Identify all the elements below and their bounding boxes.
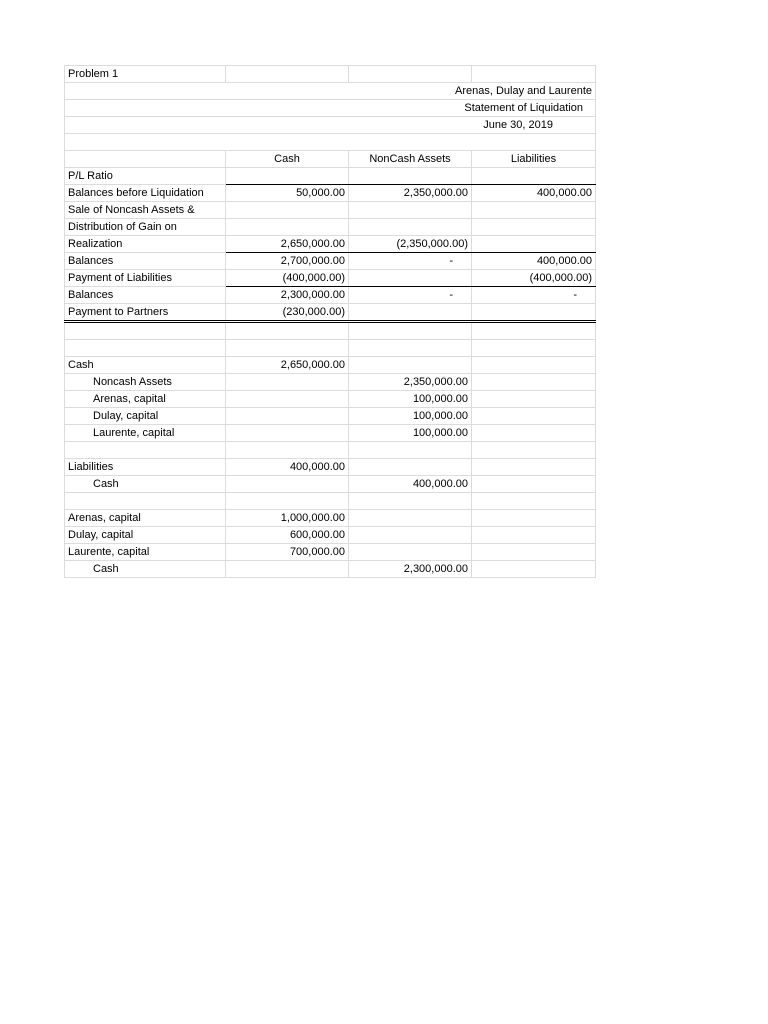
journal-row bbox=[65, 561, 596, 578]
column-header-noncash[interactable]: NonCash Assets bbox=[349, 151, 472, 168]
sheet-row bbox=[65, 287, 596, 304]
cell[interactable] bbox=[349, 340, 472, 357]
account-name[interactable]: Dulay, capital bbox=[65, 527, 226, 544]
journal-row bbox=[65, 374, 596, 391]
cell[interactable] bbox=[349, 270, 472, 287]
journal-row bbox=[65, 408, 596, 425]
sheet-row bbox=[65, 202, 596, 219]
cell[interactable] bbox=[226, 425, 349, 442]
sheet-row bbox=[65, 442, 596, 459]
debit-amount[interactable]: 1,000,000.00 bbox=[226, 510, 349, 527]
cell[interactable] bbox=[349, 219, 472, 236]
row-label[interactable]: Realization bbox=[65, 236, 226, 253]
journal-row bbox=[65, 544, 596, 561]
column-header-cash[interactable]: Cash bbox=[226, 151, 349, 168]
sheet-row bbox=[65, 66, 596, 83]
amount-cell[interactable]: 2,300,000.00 bbox=[226, 287, 349, 304]
credit-amount[interactable]: 100,000.00 bbox=[349, 425, 472, 442]
amount-cell[interactable]: 400,000.00 bbox=[472, 185, 596, 202]
cell[interactable] bbox=[472, 544, 596, 561]
debit-amount[interactable]: 700,000.00 bbox=[226, 544, 349, 561]
sheet-row bbox=[65, 304, 596, 322]
account-name[interactable]: Cash bbox=[65, 476, 226, 493]
cell[interactable] bbox=[472, 425, 596, 442]
cell[interactable] bbox=[472, 374, 596, 391]
cell[interactable] bbox=[349, 202, 472, 219]
cell[interactable] bbox=[472, 357, 596, 374]
account-name[interactable]: Arenas, capital bbox=[65, 391, 226, 408]
amount-cell[interactable]: 400,000.00 bbox=[472, 253, 596, 270]
sheet-row bbox=[65, 151, 596, 168]
row-label[interactable]: Balances before Liquidation bbox=[65, 185, 226, 202]
amount-cell[interactable]: 50,000.00 bbox=[226, 185, 349, 202]
amount-cell[interactable]: 2,350,000.00 bbox=[349, 185, 472, 202]
journal-row bbox=[65, 527, 596, 544]
account-name[interactable]: Noncash Assets bbox=[65, 374, 226, 391]
cell[interactable] bbox=[349, 66, 472, 83]
problem-label[interactable]: Problem 1 bbox=[65, 66, 226, 83]
cell[interactable] bbox=[472, 527, 596, 544]
journal-row bbox=[65, 357, 596, 374]
amount-cell[interactable]: - bbox=[472, 287, 596, 304]
cell[interactable] bbox=[349, 510, 472, 527]
account-name[interactable]: Cash bbox=[65, 561, 226, 578]
cell[interactable] bbox=[65, 442, 226, 459]
credit-amount[interactable]: 2,350,000.00 bbox=[349, 374, 472, 391]
debit-amount[interactable]: 2,650,000.00 bbox=[226, 357, 349, 374]
sheet-row bbox=[65, 270, 596, 287]
credit-amount[interactable]: 2,300,000.00 bbox=[349, 561, 472, 578]
journal-row bbox=[65, 391, 596, 408]
row-label[interactable]: Balances bbox=[65, 253, 226, 270]
sheet-row bbox=[65, 253, 596, 270]
cell[interactable] bbox=[65, 493, 226, 510]
cell[interactable] bbox=[349, 304, 472, 322]
amount-cell[interactable]: 2,700,000.00 bbox=[226, 253, 349, 270]
cell[interactable] bbox=[226, 66, 349, 83]
account-name[interactable]: Cash bbox=[65, 357, 226, 374]
amount-cell[interactable]: 2,650,000.00 bbox=[226, 236, 349, 253]
cell[interactable] bbox=[472, 391, 596, 408]
cell[interactable] bbox=[472, 408, 596, 425]
cell[interactable] bbox=[349, 544, 472, 561]
credit-amount[interactable]: 100,000.00 bbox=[349, 391, 472, 408]
cell[interactable] bbox=[472, 322, 596, 340]
amount-cell[interactable]: (2,350,000.00) bbox=[349, 236, 472, 253]
sheet-row bbox=[65, 322, 596, 340]
sheet-row bbox=[65, 134, 596, 151]
row-label[interactable]: Sale of Noncash Assets & bbox=[65, 202, 226, 219]
cell[interactable] bbox=[472, 66, 596, 83]
amount-cell[interactable]: (230,000.00) bbox=[226, 304, 349, 322]
cell[interactable] bbox=[349, 493, 472, 510]
company-name[interactable]: Arenas, Dulay and Laurente bbox=[65, 83, 596, 100]
journal-row bbox=[65, 510, 596, 527]
cell[interactable] bbox=[226, 202, 349, 219]
amount-cell[interactable]: - bbox=[349, 287, 472, 304]
cell[interactable] bbox=[65, 340, 226, 357]
account-name[interactable]: Laurente, capital bbox=[65, 425, 226, 442]
cell[interactable] bbox=[349, 527, 472, 544]
cell[interactable] bbox=[226, 391, 349, 408]
sheet-row bbox=[65, 100, 596, 117]
amount-cell[interactable]: (400,000.00) bbox=[226, 270, 349, 287]
debit-amount[interactable]: 600,000.00 bbox=[226, 527, 349, 544]
cell[interactable] bbox=[472, 561, 596, 578]
sheet-row bbox=[65, 236, 596, 253]
row-label[interactable]: Balances bbox=[65, 287, 226, 304]
row-label[interactable]: Payment to Partners bbox=[65, 304, 226, 322]
amount-cell[interactable]: (400,000.00) bbox=[472, 270, 596, 287]
sheet-row bbox=[65, 168, 596, 185]
account-name[interactable]: Liabilities bbox=[65, 459, 226, 476]
sheet-row bbox=[65, 185, 596, 202]
cell[interactable] bbox=[349, 459, 472, 476]
journal-row bbox=[65, 425, 596, 442]
sheet-row bbox=[65, 83, 596, 100]
row-label[interactable]: P/L Ratio bbox=[65, 168, 226, 185]
cell[interactable] bbox=[472, 476, 596, 493]
account-name[interactable]: Dulay, capital bbox=[65, 408, 226, 425]
account-name[interactable]: Arenas, capital bbox=[65, 510, 226, 527]
cell[interactable] bbox=[65, 151, 226, 168]
cell[interactable] bbox=[226, 476, 349, 493]
cell[interactable] bbox=[226, 561, 349, 578]
cell[interactable] bbox=[472, 219, 596, 236]
row-label[interactable]: Payment of Liabilities bbox=[65, 270, 226, 287]
cell[interactable] bbox=[472, 340, 596, 357]
cell[interactable] bbox=[472, 202, 596, 219]
sheet-row bbox=[65, 117, 596, 134]
amount-cell[interactable]: - bbox=[349, 253, 472, 270]
cell[interactable] bbox=[472, 510, 596, 527]
cell[interactable] bbox=[226, 374, 349, 391]
cell[interactable] bbox=[472, 459, 596, 476]
cell[interactable] bbox=[226, 493, 349, 510]
credit-amount[interactable]: 100,000.00 bbox=[349, 408, 472, 425]
cell[interactable] bbox=[226, 168, 349, 185]
row-label[interactable]: Distribution of Gain on bbox=[65, 219, 226, 236]
journal-row bbox=[65, 459, 596, 476]
sheet-row bbox=[65, 493, 596, 510]
cell[interactable] bbox=[349, 357, 472, 374]
cell[interactable] bbox=[472, 442, 596, 459]
cell[interactable] bbox=[349, 168, 472, 185]
cell[interactable] bbox=[349, 322, 472, 340]
account-name[interactable]: Laurente, capital bbox=[65, 544, 226, 561]
sheet-row bbox=[65, 219, 596, 236]
statement-date[interactable]: June 30, 2019 bbox=[65, 117, 596, 134]
credit-amount[interactable]: 400,000.00 bbox=[349, 476, 472, 493]
cell[interactable] bbox=[226, 340, 349, 357]
cell[interactable] bbox=[226, 219, 349, 236]
journal-row bbox=[65, 476, 596, 493]
cell[interactable] bbox=[226, 408, 349, 425]
debit-amount[interactable]: 400,000.00 bbox=[226, 459, 349, 476]
cell[interactable] bbox=[349, 442, 472, 459]
cell[interactable] bbox=[65, 322, 226, 340]
cell[interactable] bbox=[472, 304, 596, 322]
spreadsheet-grid bbox=[64, 65, 596, 578]
cell[interactable] bbox=[65, 134, 596, 151]
cell[interactable] bbox=[472, 236, 596, 253]
cell[interactable] bbox=[472, 493, 596, 510]
cell[interactable] bbox=[226, 442, 349, 459]
statement-title[interactable]: Statement of Liquidation bbox=[65, 100, 596, 117]
sheet-row bbox=[65, 340, 596, 357]
cell[interactable] bbox=[472, 168, 596, 185]
cell[interactable] bbox=[226, 322, 349, 340]
column-header-liabilities[interactable]: Liabilities bbox=[472, 151, 596, 168]
